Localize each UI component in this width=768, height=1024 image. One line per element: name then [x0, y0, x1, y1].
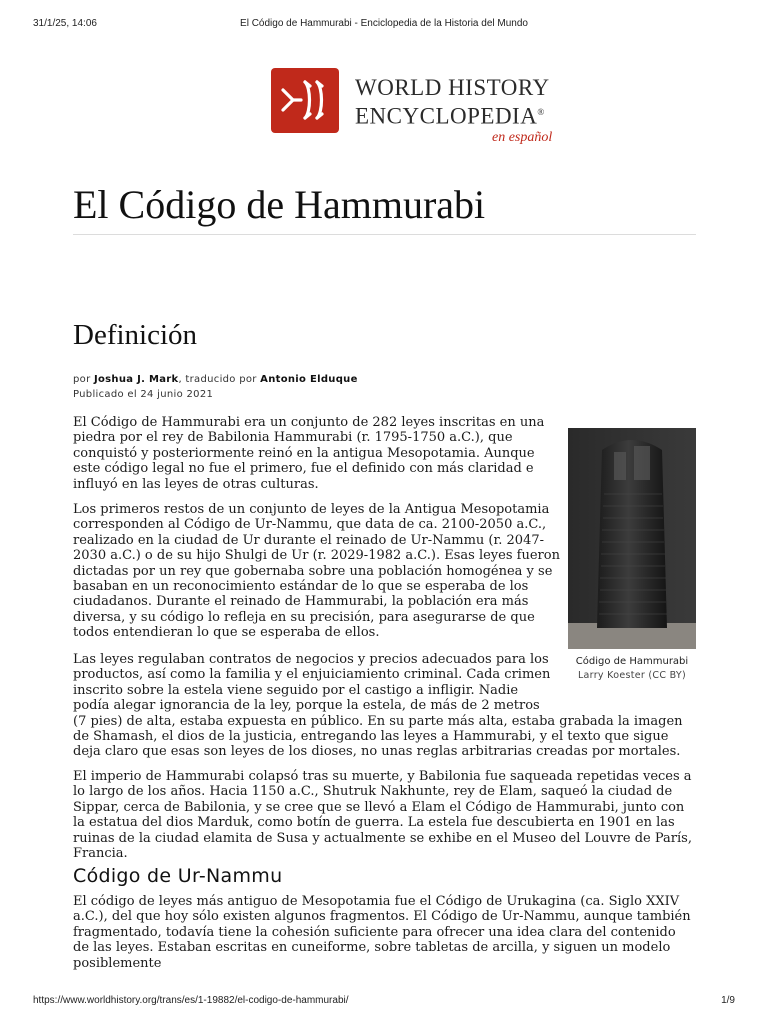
print-url[interactable]: https://www.worldhistory.org/trans/es/1-19882/el-codigo-de-hammurabi/ — [33, 995, 349, 1006]
title-divider — [73, 234, 696, 235]
print-page-number: 1/9 — [721, 995, 735, 1006]
logo-subtitle: en español — [492, 130, 553, 145]
logo-mark-icon — [271, 68, 339, 133]
byline-translated: , traducido por — [178, 374, 257, 385]
byline — [73, 372, 358, 402]
paragraph-2: Los primeros restos de un conjunto de leyes de la Antigua Mesopotamia corresponden al Código de Ur-Nammu, que data de ca. 2100-2050 a.C., realizado en la ciudad de Ur durante el reinado de Ur-Nammu (r. 2047-2030 a.C.) o de su hijo Shulgi de Ur (r. 2029-1982 a.C.). Esas leyes fueron dictadas por un rey que gobernaba sobre una población homogénea y se basaban en un reconocimiento estándar de lo que se esperaba de los ciudadanos. Durante el reinado de Hammurabi, la población era más diversa, y su código lo refleja en su precisión, para asegurarse de que todos entendieran lo que se esperaba de ellos. — [73, 502, 560, 641]
print-footer — [33, 995, 735, 1009]
article-title: El Código de Hammurabi — [73, 182, 486, 227]
paragraph-1: El Código de Hammurabi era un conjunto de 282 leyes inscritas en una piedra por el rey de Babilonia Hammurabi (r. 1795-1750 a.C.), que conquistó y posteriormente reinó en la antigua Mesopotamia. Aunque este código legal no fue el primero, fue el definido con más claridad e influyó en las leyes de otras culturas. — [73, 415, 545, 492]
section-title: Definición — [73, 319, 198, 351]
translator-link[interactable]: Antonio Elduque — [260, 374, 358, 385]
stele-image[interactable] — [568, 428, 696, 649]
byline-prefix: por — [73, 374, 91, 385]
print-header — [33, 18, 735, 32]
logo-line-2: ENCYCLOPEDIA® — [355, 103, 545, 129]
subsection-title: Código de Ur-Nammu — [73, 865, 283, 887]
paragraph-3-text: Las leyes regulaban contratos de negocios y precios adecuados para los productos, así como la familia y el enjuiciamiento criminal. Cada crimen inscrito sobre la estela viene seguido por el castigo a infligir. Nadie podía alegar ignorancia de la ley, porque la estela, de más de 2 metros (7 pies) de alta, estaba expuesta en público. En su parte más alta, estaba grabada la imagen de Shamash, el dios de la justicia, entregando las leyes a Hammurabi, y el texto que sigue deja claro que esas son leyes de los dioses, no unas reglas arbitrarias creadas por mortales. — [73, 652, 683, 760]
figure-wrap-spacer — [555, 652, 695, 712]
byline-credits — [73, 372, 358, 387]
print-page-title: El Código de Hammurabi - Enciclopedia de la Historia del Mundo — [240, 18, 528, 29]
logo-wordmark — [355, 76, 550, 129]
print-datetime: 31/1/25, 14:06 — [33, 18, 97, 29]
article-figure — [568, 428, 696, 683]
paragraph-3 — [73, 652, 695, 760]
figure-credit: Larry Koester (CC BY) — [577, 670, 687, 681]
subsection-paragraph: El código de leyes más antiguo de Mesopotamia fue el Código de Urukagina (ca. Siglo XXIV a.C.), del que hoy sólo existen algunos fragmentos. El Código de Ur-Nammu, aunque también fragmentado, todavía tiene la cohesión suficiente para ofrecer una idea clara del contenido de las leyes. Estaban escritas en cuneiforme, sobre tabletas de arcilla, y siguen un modelo posiblemente — [73, 894, 691, 971]
site-logo[interactable] — [271, 68, 561, 148]
figure-caption: Código de Hammurabi — [575, 656, 689, 667]
author-link[interactable]: Joshua J. Mark — [93, 374, 179, 385]
paragraph-4: El imperio de Hammurabi colapsó tras su muerte, y Babilonia fue saqueada repetidas veces a lo largo de los años. Hacia 1150 a.C., Shutruk Nakhunte, rey de Elam, saqueó la ciudad de Sippar, cerca de Babilonia, y se cree que se llevó a Elam el Código de Hammurabi, junto con la estatua del dios Marduk, como botín de guerra. La estela fue descubierta en 1901 en las ruinas de la ciudad elamita de Susa y actualmente se exhibe en el Museo del Louvre de París, Francia. — [73, 769, 692, 862]
logo-line-1: WORLD HISTORY — [355, 75, 550, 100]
publish-date: Publicado el 24 junio 2021 — [73, 389, 214, 400]
